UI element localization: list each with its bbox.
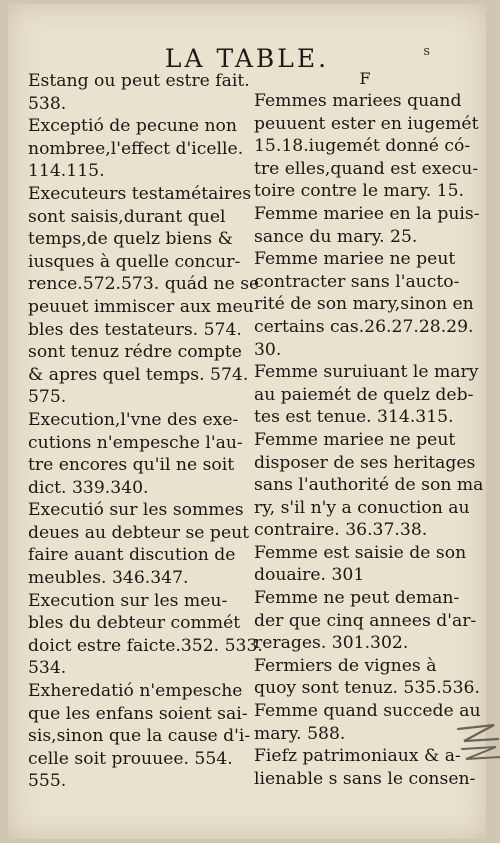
- entry-line: Femme mariee ne peut: [254, 249, 456, 270]
- entry-line: 555.: [28, 771, 67, 792]
- entry-line: douaire. 301: [254, 565, 365, 586]
- entry-line: rerages. 301.302.: [254, 633, 409, 654]
- index-entry: [254, 361, 479, 429]
- entry-line: Femme quand succede au: [254, 701, 481, 722]
- entry-line: Executeurs testamétaires: [28, 183, 252, 204]
- index-entry: [28, 680, 250, 793]
- entry-line: Fiefz patrimoniaux & a-: [254, 746, 461, 767]
- entry-line: Execution sur les meu-: [28, 590, 228, 611]
- entry-line: der que cinq annees d'ar-: [254, 610, 477, 631]
- entry-line: tre encores qu'il ne soit: [28, 455, 235, 476]
- entry-line: ry, s'il n'y a conuction au: [254, 497, 470, 518]
- entry-line: toire contre le mary. 15.: [254, 181, 464, 202]
- entry-line: celle soit prouuee. 554.: [28, 748, 233, 769]
- entry-line: bles du debteur commét: [28, 613, 241, 634]
- entry-line: tre elles,quand est execu-: [254, 158, 479, 179]
- entry-line: bles des testateurs. 574.: [28, 319, 242, 340]
- entry-line: sis,sinon que la cause d'i-: [28, 726, 251, 747]
- entry-line: Fermiers de vignes à: [254, 655, 437, 676]
- entry-line: lienable s sans le consen-: [254, 768, 476, 789]
- entry-line: sans l'authorité de son ma: [254, 475, 484, 496]
- entry-line: Femme suruiuant le mary: [254, 362, 479, 383]
- entry-line: Execution,l'vne des exe-: [28, 409, 239, 430]
- entry-line: 15.18.iugemét donné có-: [254, 136, 471, 157]
- entry-line: meubles. 346.347.: [28, 568, 189, 589]
- entry-line: 114.115.: [28, 161, 105, 182]
- entry-line: rence.572.573. quád ne se: [28, 274, 260, 295]
- index-entry: [28, 590, 263, 680]
- entry-line: Exceptió de pecune non: [28, 116, 237, 137]
- index-entry: [28, 499, 250, 589]
- entry-line: sont tenuz rédre compte: [28, 342, 242, 363]
- index-entry: [254, 429, 484, 542]
- entry-line: doict estre faicte.352. 533.: [28, 635, 263, 656]
- entry-line: & apres quel temps. 574.: [28, 364, 249, 385]
- entry-line: peuuet immiscer aux meu: [28, 296, 254, 317]
- corner-mark: s: [423, 44, 430, 59]
- entry-line: Femme ne peut deman-: [254, 588, 460, 609]
- entry-line: peuuent ester en iugemét: [254, 113, 479, 134]
- index-entry: [254, 655, 480, 700]
- entry-line: sont saisis,durant quel: [28, 206, 226, 227]
- index-entry: [254, 542, 476, 587]
- index-entry: [254, 90, 479, 203]
- index-entry: [254, 745, 476, 790]
- entry-line: au paiemét de quelz deb-: [254, 384, 474, 405]
- entry-line: Femme est saisie de son: [254, 542, 467, 563]
- entry-line: deues au debteur se peut: [28, 522, 250, 543]
- index-entry: [28, 409, 250, 499]
- entry-line: 538.: [28, 93, 67, 114]
- entry-line: 30.: [254, 339, 282, 360]
- entry-line: Exheredatió n'empesche: [28, 681, 243, 702]
- entry-line: quoy sont tenuz. 535.536.: [254, 678, 480, 699]
- entry-line: temps,de quelz biens &: [28, 229, 233, 250]
- running-head: LA TABLE.: [164, 44, 330, 73]
- entry-line: dict. 339.340.: [28, 477, 149, 498]
- index-entry: [28, 115, 250, 183]
- column-letter: F: [359, 69, 371, 88]
- entry-line: 534.: [28, 658, 67, 679]
- entry-line: disposer de ses heritages: [254, 452, 476, 473]
- left-column: [28, 70, 263, 793]
- right-column: [254, 69, 484, 790]
- entry-line: mary. 588.: [254, 723, 346, 744]
- margin-scribble-icon: [454, 719, 500, 761]
- entry-line: rité de son mary,sinon en: [254, 294, 474, 315]
- entry-line: Femme mariee en la puis-: [254, 203, 480, 224]
- entry-line: faire auant discution de: [28, 545, 236, 566]
- index-entry: [254, 700, 481, 745]
- index-entry: [254, 587, 476, 655]
- entry-line: cutions n'empesche l'au-: [28, 432, 243, 453]
- index-entry: [254, 248, 476, 361]
- index-entry: [28, 70, 250, 115]
- entry-line: Executió sur les sommes: [28, 500, 244, 521]
- entry-line: nombree,l'effect d'icelle.: [28, 138, 244, 159]
- entry-line: Estang ou peut estre fait.: [28, 71, 250, 91]
- entry-line: certains cas.26.27.28.29.: [254, 316, 474, 337]
- entry-line: sance du mary. 25.: [254, 226, 418, 247]
- entry-line: iusques à quelle concur-: [28, 251, 241, 272]
- entry-line: Femme mariee ne peut: [254, 429, 456, 450]
- entry-line: contraire. 36.37.38.: [254, 520, 428, 541]
- entry-line: 575.: [28, 387, 67, 408]
- book-page: [8, 4, 486, 839]
- entry-line: tes est tenue. 314.315.: [254, 407, 454, 428]
- index-entry: [28, 183, 260, 409]
- entry-line: que les enfans soient sai-: [28, 703, 248, 724]
- entry-line: contracter sans l'aucto-: [254, 271, 460, 292]
- index-entry: [254, 203, 480, 248]
- entry-line: Femmes mariees quand: [254, 91, 462, 111]
